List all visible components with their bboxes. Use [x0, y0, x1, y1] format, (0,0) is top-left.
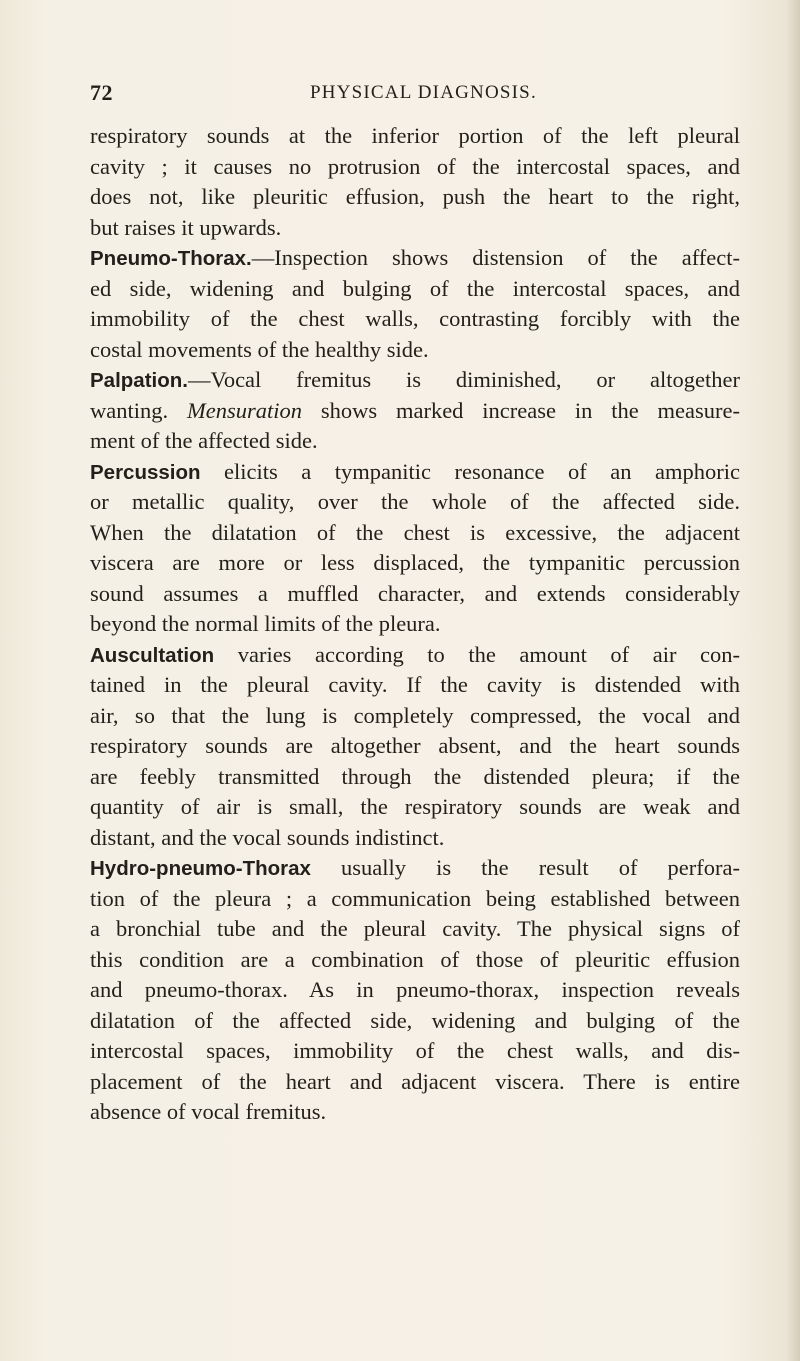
line-text: cavity ; it causes no protrusion of the intercostal spaces, and	[90, 153, 740, 179]
running-title: PHYSICAL DIAGNOSIS.	[310, 82, 537, 103]
line-text: —Vocal fremitus is diminished, or altogether	[187, 367, 740, 392]
page-number: 72	[90, 80, 113, 105]
line-text: usually is the result of perfora-	[310, 855, 740, 880]
text-line	[90, 975, 740, 1006]
line-text: beyond the normal limits of the pleura.	[90, 611, 441, 636]
section-heading: Palpation.	[90, 369, 188, 392]
text-line	[90, 518, 740, 549]
text-line	[90, 670, 740, 701]
page-header	[90, 80, 730, 110]
section-heading: Percussion	[90, 460, 201, 484]
line-text: air, so that the lung is completely compressed, the vocal and	[90, 702, 740, 728]
text-line	[90, 579, 740, 610]
line-text: distant, and the vocal sounds indistinct.	[90, 824, 445, 850]
line-text: When the dilatation of the chest is excessive, the adjacent	[90, 519, 740, 545]
line-text: placement of the heart and adjacent viscera. There is entire	[90, 1068, 740, 1094]
text-line	[90, 731, 740, 762]
line-text: costal movements of the healthy side.	[90, 336, 429, 362]
line-text: does not, like pleuritic effusion, push the heart to the right,	[90, 184, 740, 209]
text-line	[90, 823, 740, 854]
text-line	[90, 457, 740, 488]
text-line	[90, 1036, 740, 1067]
line-text: respiratory sounds are altogether absent, and the heart sounds	[90, 733, 740, 758]
line-text: this condition are a combination of those of pleuritic effusion	[90, 946, 740, 972]
line-text: respiratory sounds at the inferior portion of the left pleural	[90, 123, 740, 148]
text-line	[90, 365, 740, 396]
line-text: absence of vocal fremitus.	[90, 1099, 327, 1124]
text-line	[90, 945, 740, 976]
line-text: varies according to the amount of air con-	[214, 641, 740, 667]
line-text: wanting.	[90, 397, 187, 423]
line-text: viscera are more or less displaced, the tympanitic percussion	[90, 550, 740, 575]
text-line	[90, 762, 740, 793]
text-line	[90, 853, 740, 884]
text-line	[90, 213, 740, 244]
text-line	[90, 396, 740, 427]
text-line	[90, 1006, 740, 1037]
text-line	[90, 274, 740, 305]
text-line	[90, 304, 740, 335]
text-line	[90, 487, 740, 518]
text-line	[90, 426, 740, 457]
text-line	[90, 152, 740, 183]
text-line	[90, 792, 740, 823]
text-line	[90, 121, 740, 152]
line-text: elicits a tympanitic resonance of an amphoric	[200, 458, 740, 484]
line-text: sound assumes a muffled character, and extends considerably	[90, 580, 740, 606]
line-text: immobility of the chest walls, contrasting forcibly with the	[90, 306, 740, 331]
line-text: or metallic quality, over the whole of the affected side.	[90, 489, 740, 514]
text-line	[90, 914, 740, 945]
line-text: tained in the pleural cavity. If the cavity is distended with	[90, 672, 740, 697]
text-line	[90, 182, 740, 213]
text-line	[90, 1067, 740, 1098]
line-text: dilatation of the affected side, widening and bulging of the	[90, 1007, 740, 1033]
text-line	[90, 335, 740, 366]
text-line	[90, 548, 740, 579]
line-text: ment of the affected side.	[90, 428, 318, 453]
text-line	[90, 1097, 740, 1128]
line-text-tail: shows marked increase in the measure-	[301, 397, 740, 423]
line-text: intercostal spaces, immobility of the chest walls, and dis-	[90, 1038, 740, 1063]
section-heading: Hydro-pneumo-Thorax	[90, 857, 311, 880]
text-line	[90, 884, 740, 915]
line-text: a bronchial tube and the pleural cavity. The physical signs of	[90, 916, 740, 941]
text-line	[90, 243, 740, 274]
line-text: tion of the pleura ; a communication being established between	[90, 885, 740, 911]
line-text: are feebly transmitted through the distended pleura; if the	[90, 763, 740, 789]
italic-term: Mensuration	[186, 397, 302, 423]
text-line	[90, 609, 740, 640]
text-line	[90, 701, 740, 732]
line-text: and pneumo-thorax. As in pneumo-thorax, inspection reveals	[90, 977, 740, 1002]
line-text: —Inspection shows distension of the affect-	[251, 245, 740, 270]
section-heading: Auscultation	[90, 643, 215, 667]
line-text: but raises it upwards.	[90, 214, 282, 240]
text-line	[90, 640, 740, 671]
line-text: quantity of air is small, the respiratory sounds are weak and	[90, 794, 740, 819]
body-text	[90, 121, 740, 1128]
section-heading: Pneumo-Thorax.	[90, 247, 252, 270]
line-text: ed side, widening and bulging of the intercostal spaces, and	[90, 275, 740, 301]
page-edge-shadow	[786, 0, 800, 1361]
